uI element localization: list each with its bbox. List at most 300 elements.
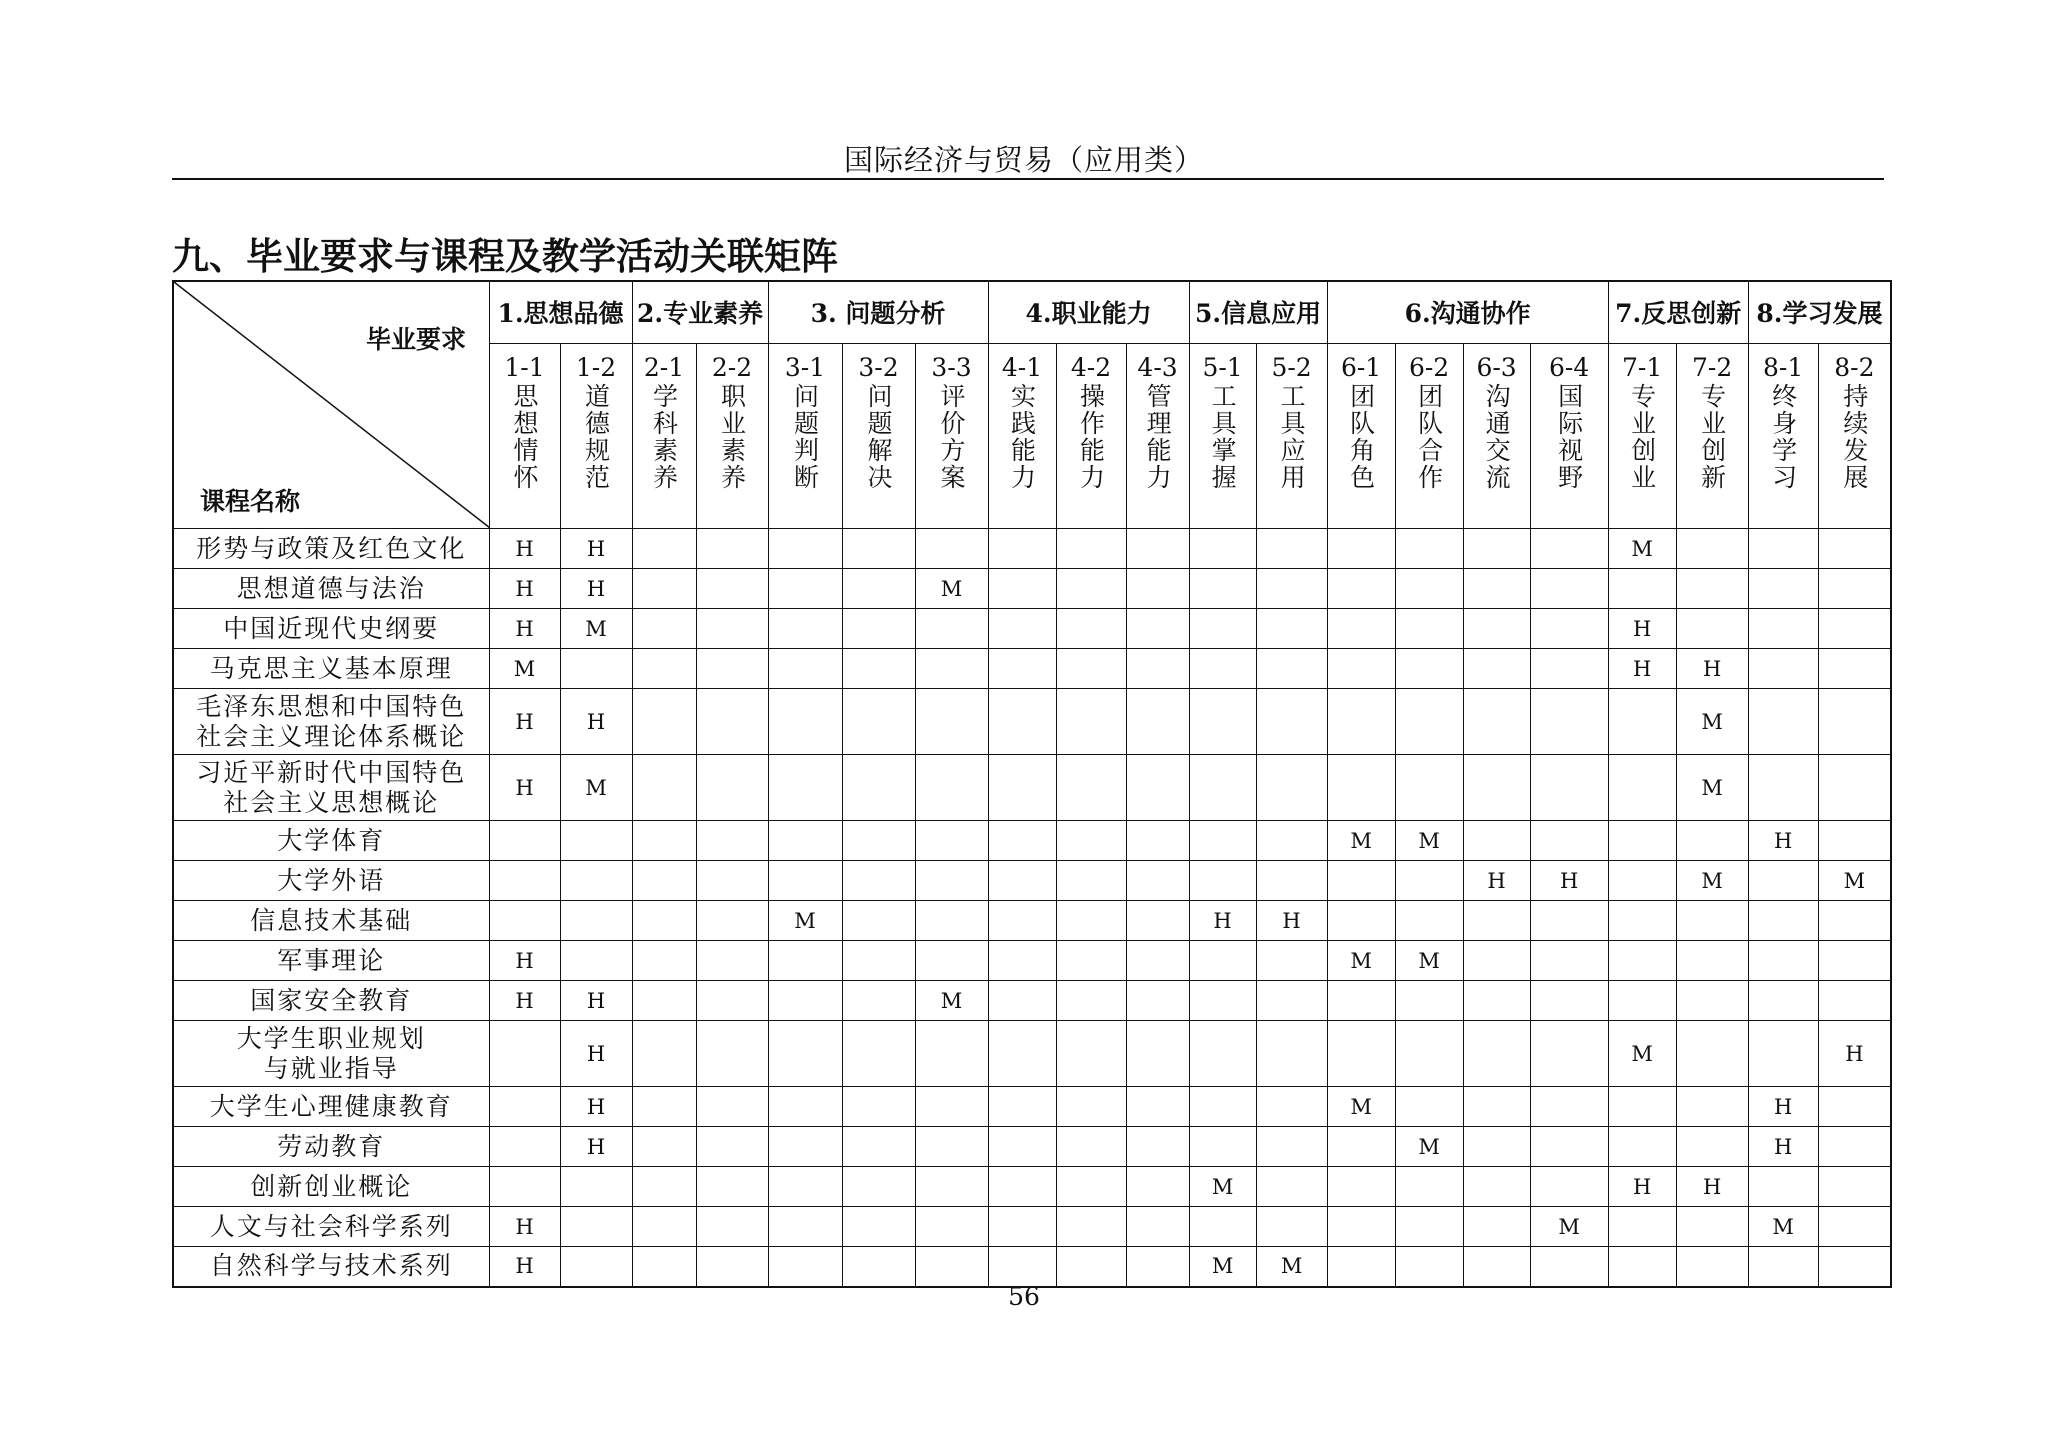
empty-cell xyxy=(915,689,988,755)
sub-requirement-code: 6-2 xyxy=(1408,352,1450,382)
empty-cell xyxy=(915,941,988,981)
empty-cell xyxy=(1256,569,1327,609)
empty-cell xyxy=(1256,529,1327,569)
sub-requirement-header xyxy=(1056,343,1126,528)
empty-cell xyxy=(1463,1167,1530,1207)
empty-cell xyxy=(988,609,1056,649)
course-name-line: 与就业指导 xyxy=(263,1053,399,1083)
empty-cell xyxy=(1463,689,1530,755)
empty-cell xyxy=(1676,1127,1748,1167)
empty-cell xyxy=(1256,821,1327,861)
empty-cell xyxy=(1056,1021,1126,1087)
empty-cell xyxy=(842,1021,915,1087)
course-name-line: 创新创业概论 xyxy=(250,1171,413,1201)
sub-requirement-code: 8-2 xyxy=(1834,352,1875,382)
sub-requirement-name: 终身学习 xyxy=(1768,382,1798,491)
sub-requirement-header xyxy=(915,343,988,528)
empty-cell xyxy=(1189,941,1256,981)
empty-cell xyxy=(1608,981,1676,1021)
course-name-line: 大学体育 xyxy=(277,825,386,855)
empty-cell xyxy=(560,821,632,861)
empty-cell xyxy=(842,821,915,861)
empty-cell xyxy=(1256,1087,1327,1127)
empty-cell xyxy=(768,609,842,649)
empty-cell xyxy=(696,1207,768,1247)
empty-cell xyxy=(1676,821,1748,861)
support-level-mark: M xyxy=(560,755,632,821)
support-level-mark: H xyxy=(1748,821,1818,861)
requirement-group-header: 3. 问题分析 xyxy=(768,281,988,343)
empty-cell xyxy=(560,1247,632,1287)
sub-requirement-name: 工具应用 xyxy=(1277,382,1307,491)
course-name xyxy=(173,569,489,609)
support-level-mark: M xyxy=(1395,1127,1463,1167)
course-name xyxy=(173,755,489,821)
sub-requirement-name: 评价方案 xyxy=(937,382,967,491)
support-level-mark: H xyxy=(1530,861,1608,901)
empty-cell xyxy=(1463,649,1530,689)
empty-cell xyxy=(1395,1087,1463,1127)
empty-cell xyxy=(1530,1127,1608,1167)
empty-cell xyxy=(1056,821,1126,861)
table-row xyxy=(173,1021,1891,1087)
empty-cell xyxy=(560,861,632,901)
empty-cell xyxy=(915,1021,988,1087)
empty-cell xyxy=(1327,649,1395,689)
empty-cell xyxy=(1748,981,1818,1021)
empty-cell xyxy=(632,981,696,1021)
support-level-mark: M xyxy=(915,981,988,1021)
empty-cell xyxy=(1676,1247,1748,1287)
support-level-mark: M xyxy=(1395,821,1463,861)
support-level-mark: H xyxy=(1676,1167,1748,1207)
course-name-line: 信息技术基础 xyxy=(250,905,413,935)
empty-cell xyxy=(1395,649,1463,689)
empty-cell xyxy=(1327,609,1395,649)
course-name xyxy=(173,1021,489,1087)
empty-cell xyxy=(1395,755,1463,821)
course-name-line: 社会主义思想概论 xyxy=(223,787,440,817)
empty-cell xyxy=(560,941,632,981)
empty-cell xyxy=(988,689,1056,755)
empty-cell xyxy=(1608,1087,1676,1127)
empty-cell xyxy=(915,861,988,901)
requirement-group-header: 7.反思创新 xyxy=(1608,281,1748,343)
empty-cell xyxy=(1748,609,1818,649)
support-level-mark: H xyxy=(1608,609,1676,649)
empty-cell xyxy=(1126,1247,1189,1287)
requirement-group-header: 1.思想品德 xyxy=(489,281,632,343)
sub-requirement-code: 5-1 xyxy=(1202,352,1243,382)
table-row xyxy=(173,569,1891,609)
sub-requirement-header xyxy=(1395,343,1463,528)
empty-cell xyxy=(632,1087,696,1127)
course-name xyxy=(173,821,489,861)
table-row xyxy=(173,941,1891,981)
empty-cell xyxy=(560,901,632,941)
corner-label-courses: 课程名称 xyxy=(200,487,301,516)
empty-cell xyxy=(1530,529,1608,569)
empty-cell xyxy=(1126,821,1189,861)
support-level-mark: M xyxy=(1327,821,1395,861)
requirement-group-header: 4.职业能力 xyxy=(988,281,1189,343)
sub-requirement-code: 7-2 xyxy=(1692,352,1733,382)
empty-cell xyxy=(988,861,1056,901)
empty-cell xyxy=(1608,901,1676,941)
empty-cell xyxy=(1056,861,1126,901)
empty-cell xyxy=(988,755,1056,821)
sub-requirement-header xyxy=(1530,343,1608,528)
empty-cell xyxy=(1327,569,1395,609)
support-level-mark: H xyxy=(560,1021,632,1087)
empty-cell xyxy=(489,1167,560,1207)
support-level-mark: H xyxy=(560,981,632,1021)
empty-cell xyxy=(489,821,560,861)
empty-cell xyxy=(842,1207,915,1247)
empty-cell xyxy=(1056,755,1126,821)
sub-requirement-code: 1-2 xyxy=(575,352,617,382)
empty-cell xyxy=(489,861,560,901)
empty-cell xyxy=(1748,755,1818,821)
sub-requirement-code: 7-1 xyxy=(1622,352,1663,382)
empty-cell xyxy=(1126,529,1189,569)
empty-cell xyxy=(489,901,560,941)
empty-cell xyxy=(1395,609,1463,649)
empty-cell xyxy=(696,861,768,901)
support-level-mark: H xyxy=(560,689,632,755)
empty-cell xyxy=(915,649,988,689)
empty-cell xyxy=(1608,1127,1676,1167)
empty-cell xyxy=(1189,821,1256,861)
empty-cell xyxy=(489,1127,560,1167)
table-row xyxy=(173,981,1891,1021)
empty-cell xyxy=(842,649,915,689)
sub-requirement-name: 学科素养 xyxy=(649,382,679,491)
empty-cell xyxy=(1463,901,1530,941)
course-name-line: 毛泽东思想和中国特色 xyxy=(196,691,467,721)
course-name-line: 劳动教育 xyxy=(277,1131,386,1161)
support-level-mark: H xyxy=(489,609,560,649)
empty-cell xyxy=(1327,529,1395,569)
course-name-line: 人文与社会科学系列 xyxy=(209,1211,453,1241)
empty-cell xyxy=(988,1247,1056,1287)
requirement-group-header: 6.沟通协作 xyxy=(1327,281,1608,343)
empty-cell xyxy=(915,609,988,649)
course-name-line: 形势与政策及红色文化 xyxy=(196,533,467,563)
empty-cell xyxy=(1463,941,1530,981)
empty-cell xyxy=(1395,861,1463,901)
empty-cell xyxy=(1530,1167,1608,1207)
table-row xyxy=(173,609,1891,649)
empty-cell xyxy=(489,1087,560,1127)
sub-requirement-header xyxy=(696,343,768,528)
empty-cell xyxy=(988,649,1056,689)
empty-cell xyxy=(768,755,842,821)
sub-requirement-header xyxy=(842,343,915,528)
course-name-line: 马克思主义基本原理 xyxy=(209,653,453,683)
empty-cell xyxy=(632,529,696,569)
empty-cell xyxy=(1126,901,1189,941)
empty-cell xyxy=(1126,649,1189,689)
sub-requirement-header xyxy=(1327,343,1395,528)
empty-cell xyxy=(1256,861,1327,901)
course-name-line: 社会主义理论体系概论 xyxy=(196,721,467,751)
empty-cell xyxy=(1189,649,1256,689)
sub-requirement-name: 国际视野 xyxy=(1554,382,1584,491)
empty-cell xyxy=(1256,689,1327,755)
support-level-mark: H xyxy=(1748,1087,1818,1127)
empty-cell xyxy=(1818,821,1891,861)
empty-cell xyxy=(696,941,768,981)
support-level-mark: M xyxy=(489,649,560,689)
empty-cell xyxy=(1530,689,1608,755)
empty-cell xyxy=(988,1207,1056,1247)
empty-cell xyxy=(915,1087,988,1127)
table-row xyxy=(173,1087,1891,1127)
table-row xyxy=(173,649,1891,689)
empty-cell xyxy=(768,1087,842,1127)
empty-cell xyxy=(1395,1167,1463,1207)
empty-cell xyxy=(1608,1207,1676,1247)
empty-cell xyxy=(1395,689,1463,755)
table-row xyxy=(173,755,1891,821)
empty-cell xyxy=(1530,1087,1608,1127)
sub-requirement-name: 问题解决 xyxy=(864,382,894,491)
empty-cell xyxy=(1056,1207,1126,1247)
empty-cell xyxy=(632,609,696,649)
sub-requirement-header xyxy=(1189,343,1256,528)
empty-cell xyxy=(1818,529,1891,569)
empty-cell xyxy=(768,1207,842,1247)
support-level-mark: H xyxy=(1818,1021,1891,1087)
empty-cell xyxy=(1608,689,1676,755)
empty-cell xyxy=(696,981,768,1021)
empty-cell xyxy=(1463,569,1530,609)
empty-cell xyxy=(1463,1087,1530,1127)
sub-requirement-name: 思想情怀 xyxy=(510,382,539,491)
empty-cell xyxy=(1189,981,1256,1021)
sub-requirement-header xyxy=(1818,343,1891,528)
table-row xyxy=(173,1207,1891,1247)
empty-cell xyxy=(1126,981,1189,1021)
empty-cell xyxy=(768,1247,842,1287)
empty-cell xyxy=(696,529,768,569)
empty-cell xyxy=(1395,529,1463,569)
empty-cell xyxy=(1608,569,1676,609)
empty-cell xyxy=(632,1167,696,1207)
empty-cell xyxy=(1463,821,1530,861)
empty-cell xyxy=(988,1127,1056,1167)
empty-cell xyxy=(1056,569,1126,609)
empty-cell xyxy=(1126,1167,1189,1207)
support-level-mark: H xyxy=(1463,861,1530,901)
empty-cell xyxy=(632,901,696,941)
empty-cell xyxy=(1256,755,1327,821)
empty-cell xyxy=(696,821,768,861)
empty-cell xyxy=(1818,1127,1891,1167)
support-level-mark: H xyxy=(560,1087,632,1127)
empty-cell xyxy=(1327,981,1395,1021)
support-level-mark: H xyxy=(489,569,560,609)
sub-requirement-name: 操作能力 xyxy=(1076,382,1106,491)
empty-cell xyxy=(988,1087,1056,1127)
sub-requirement-name: 团队合作 xyxy=(1414,382,1444,491)
empty-cell xyxy=(1463,1247,1530,1287)
sub-requirement-code: 3-2 xyxy=(858,352,899,382)
empty-cell xyxy=(915,1127,988,1167)
empty-cell xyxy=(1126,689,1189,755)
empty-cell xyxy=(1189,861,1256,901)
corner-label-requirements: 毕业要求 xyxy=(365,325,466,354)
empty-cell xyxy=(1327,1247,1395,1287)
sub-requirement-name: 沟通交流 xyxy=(1482,382,1512,491)
page-number: 56 xyxy=(1008,1282,1040,1311)
sub-requirement-name: 工具掌握 xyxy=(1208,382,1238,491)
empty-cell xyxy=(842,569,915,609)
sub-requirement-header xyxy=(1748,343,1818,528)
empty-cell xyxy=(1056,1247,1126,1287)
sub-requirement-code: 8-1 xyxy=(1763,352,1804,382)
empty-cell xyxy=(915,901,988,941)
course-name-line: 中国近现代史纲要 xyxy=(223,613,440,643)
sub-requirement-code: 6-1 xyxy=(1340,352,1382,382)
empty-cell xyxy=(915,529,988,569)
empty-cell xyxy=(768,821,842,861)
empty-cell xyxy=(696,1247,768,1287)
course-name-line: 自然科学与技术系列 xyxy=(209,1251,453,1281)
empty-cell xyxy=(632,649,696,689)
empty-cell xyxy=(842,1247,915,1287)
empty-cell xyxy=(1748,1247,1818,1287)
empty-cell xyxy=(768,941,842,981)
empty-cell xyxy=(1818,1247,1891,1287)
sub-requirement-header xyxy=(1608,343,1676,528)
empty-cell xyxy=(1056,1127,1126,1167)
empty-cell xyxy=(1463,609,1530,649)
section-title: 九、毕业要求与课程及教学活动关联矩阵 xyxy=(172,235,838,278)
empty-cell xyxy=(1395,981,1463,1021)
requirement-group-header: 5.信息应用 xyxy=(1189,281,1327,343)
empty-cell xyxy=(1676,529,1748,569)
support-level-mark: H xyxy=(1608,649,1676,689)
empty-cell xyxy=(1056,529,1126,569)
empty-cell xyxy=(1327,1167,1395,1207)
support-level-mark: M xyxy=(1256,1247,1327,1287)
sub-requirement-name: 职业素养 xyxy=(717,382,747,491)
empty-cell xyxy=(696,755,768,821)
empty-cell xyxy=(1126,609,1189,649)
empty-cell xyxy=(1676,941,1748,981)
course-name-line: 大学外语 xyxy=(277,865,386,895)
sub-requirement-name: 专业创业 xyxy=(1627,382,1657,491)
empty-cell xyxy=(915,1247,988,1287)
support-level-mark: H xyxy=(1608,1167,1676,1207)
support-level-mark: M xyxy=(915,569,988,609)
course-name xyxy=(173,1127,489,1167)
course-name xyxy=(173,901,489,941)
empty-cell xyxy=(1676,1207,1748,1247)
support-level-mark: M xyxy=(1818,861,1891,901)
sub-requirement-code: 6-4 xyxy=(1548,352,1590,382)
empty-cell xyxy=(1748,941,1818,981)
empty-cell xyxy=(1395,569,1463,609)
support-level-mark: M xyxy=(768,901,842,941)
empty-cell xyxy=(1056,649,1126,689)
empty-cell xyxy=(915,755,988,821)
course-name xyxy=(173,1207,489,1247)
sub-requirement-header xyxy=(1256,343,1327,528)
empty-cell xyxy=(1327,755,1395,821)
requirement-group-header: 2.专业素养 xyxy=(632,281,768,343)
empty-cell xyxy=(1126,1087,1189,1127)
empty-cell xyxy=(632,1127,696,1167)
support-level-mark: H xyxy=(1256,901,1327,941)
empty-cell xyxy=(1189,569,1256,609)
empty-cell xyxy=(1818,1087,1891,1127)
support-level-mark: H xyxy=(489,981,560,1021)
empty-cell xyxy=(1608,755,1676,821)
empty-cell xyxy=(768,529,842,569)
empty-cell xyxy=(768,1127,842,1167)
support-level-mark: H xyxy=(489,529,560,569)
table-row xyxy=(173,1247,1891,1287)
sub-requirement-header xyxy=(1676,343,1748,528)
sub-requirement-name: 道德规范 xyxy=(581,382,611,491)
course-name xyxy=(173,609,489,649)
empty-cell xyxy=(988,821,1056,861)
empty-cell xyxy=(1748,1021,1818,1087)
empty-cell xyxy=(1676,569,1748,609)
empty-cell xyxy=(842,861,915,901)
support-level-mark: H xyxy=(489,1247,560,1287)
empty-cell xyxy=(1818,1167,1891,1207)
sub-requirement-code: 4-2 xyxy=(1070,352,1112,382)
empty-cell xyxy=(489,1021,560,1087)
empty-cell xyxy=(1818,609,1891,649)
empty-cell xyxy=(1256,941,1327,981)
sub-requirement-name: 专业创新 xyxy=(1697,382,1727,491)
empty-cell xyxy=(696,569,768,609)
course-name xyxy=(173,1087,489,1127)
empty-cell xyxy=(1126,941,1189,981)
empty-cell xyxy=(915,821,988,861)
empty-cell xyxy=(632,1021,696,1087)
sub-requirement-header xyxy=(1463,343,1530,528)
empty-cell xyxy=(1748,649,1818,689)
empty-cell xyxy=(696,689,768,755)
empty-cell xyxy=(1189,1127,1256,1167)
empty-cell xyxy=(1818,981,1891,1021)
empty-cell xyxy=(915,1207,988,1247)
empty-cell xyxy=(560,649,632,689)
empty-cell xyxy=(988,529,1056,569)
empty-cell xyxy=(1189,1087,1256,1127)
course-name xyxy=(173,1247,489,1287)
empty-cell xyxy=(1327,1021,1395,1087)
empty-cell xyxy=(1818,649,1891,689)
empty-cell xyxy=(1818,1207,1891,1247)
sub-requirement-header xyxy=(632,343,696,528)
table-row xyxy=(173,901,1891,941)
empty-cell xyxy=(1056,689,1126,755)
empty-cell xyxy=(1327,861,1395,901)
support-level-mark: H xyxy=(489,1207,560,1247)
empty-cell xyxy=(1463,1207,1530,1247)
empty-cell xyxy=(1818,689,1891,755)
empty-cell xyxy=(1676,1021,1748,1087)
support-level-mark: H xyxy=(489,755,560,821)
empty-cell xyxy=(1256,981,1327,1021)
